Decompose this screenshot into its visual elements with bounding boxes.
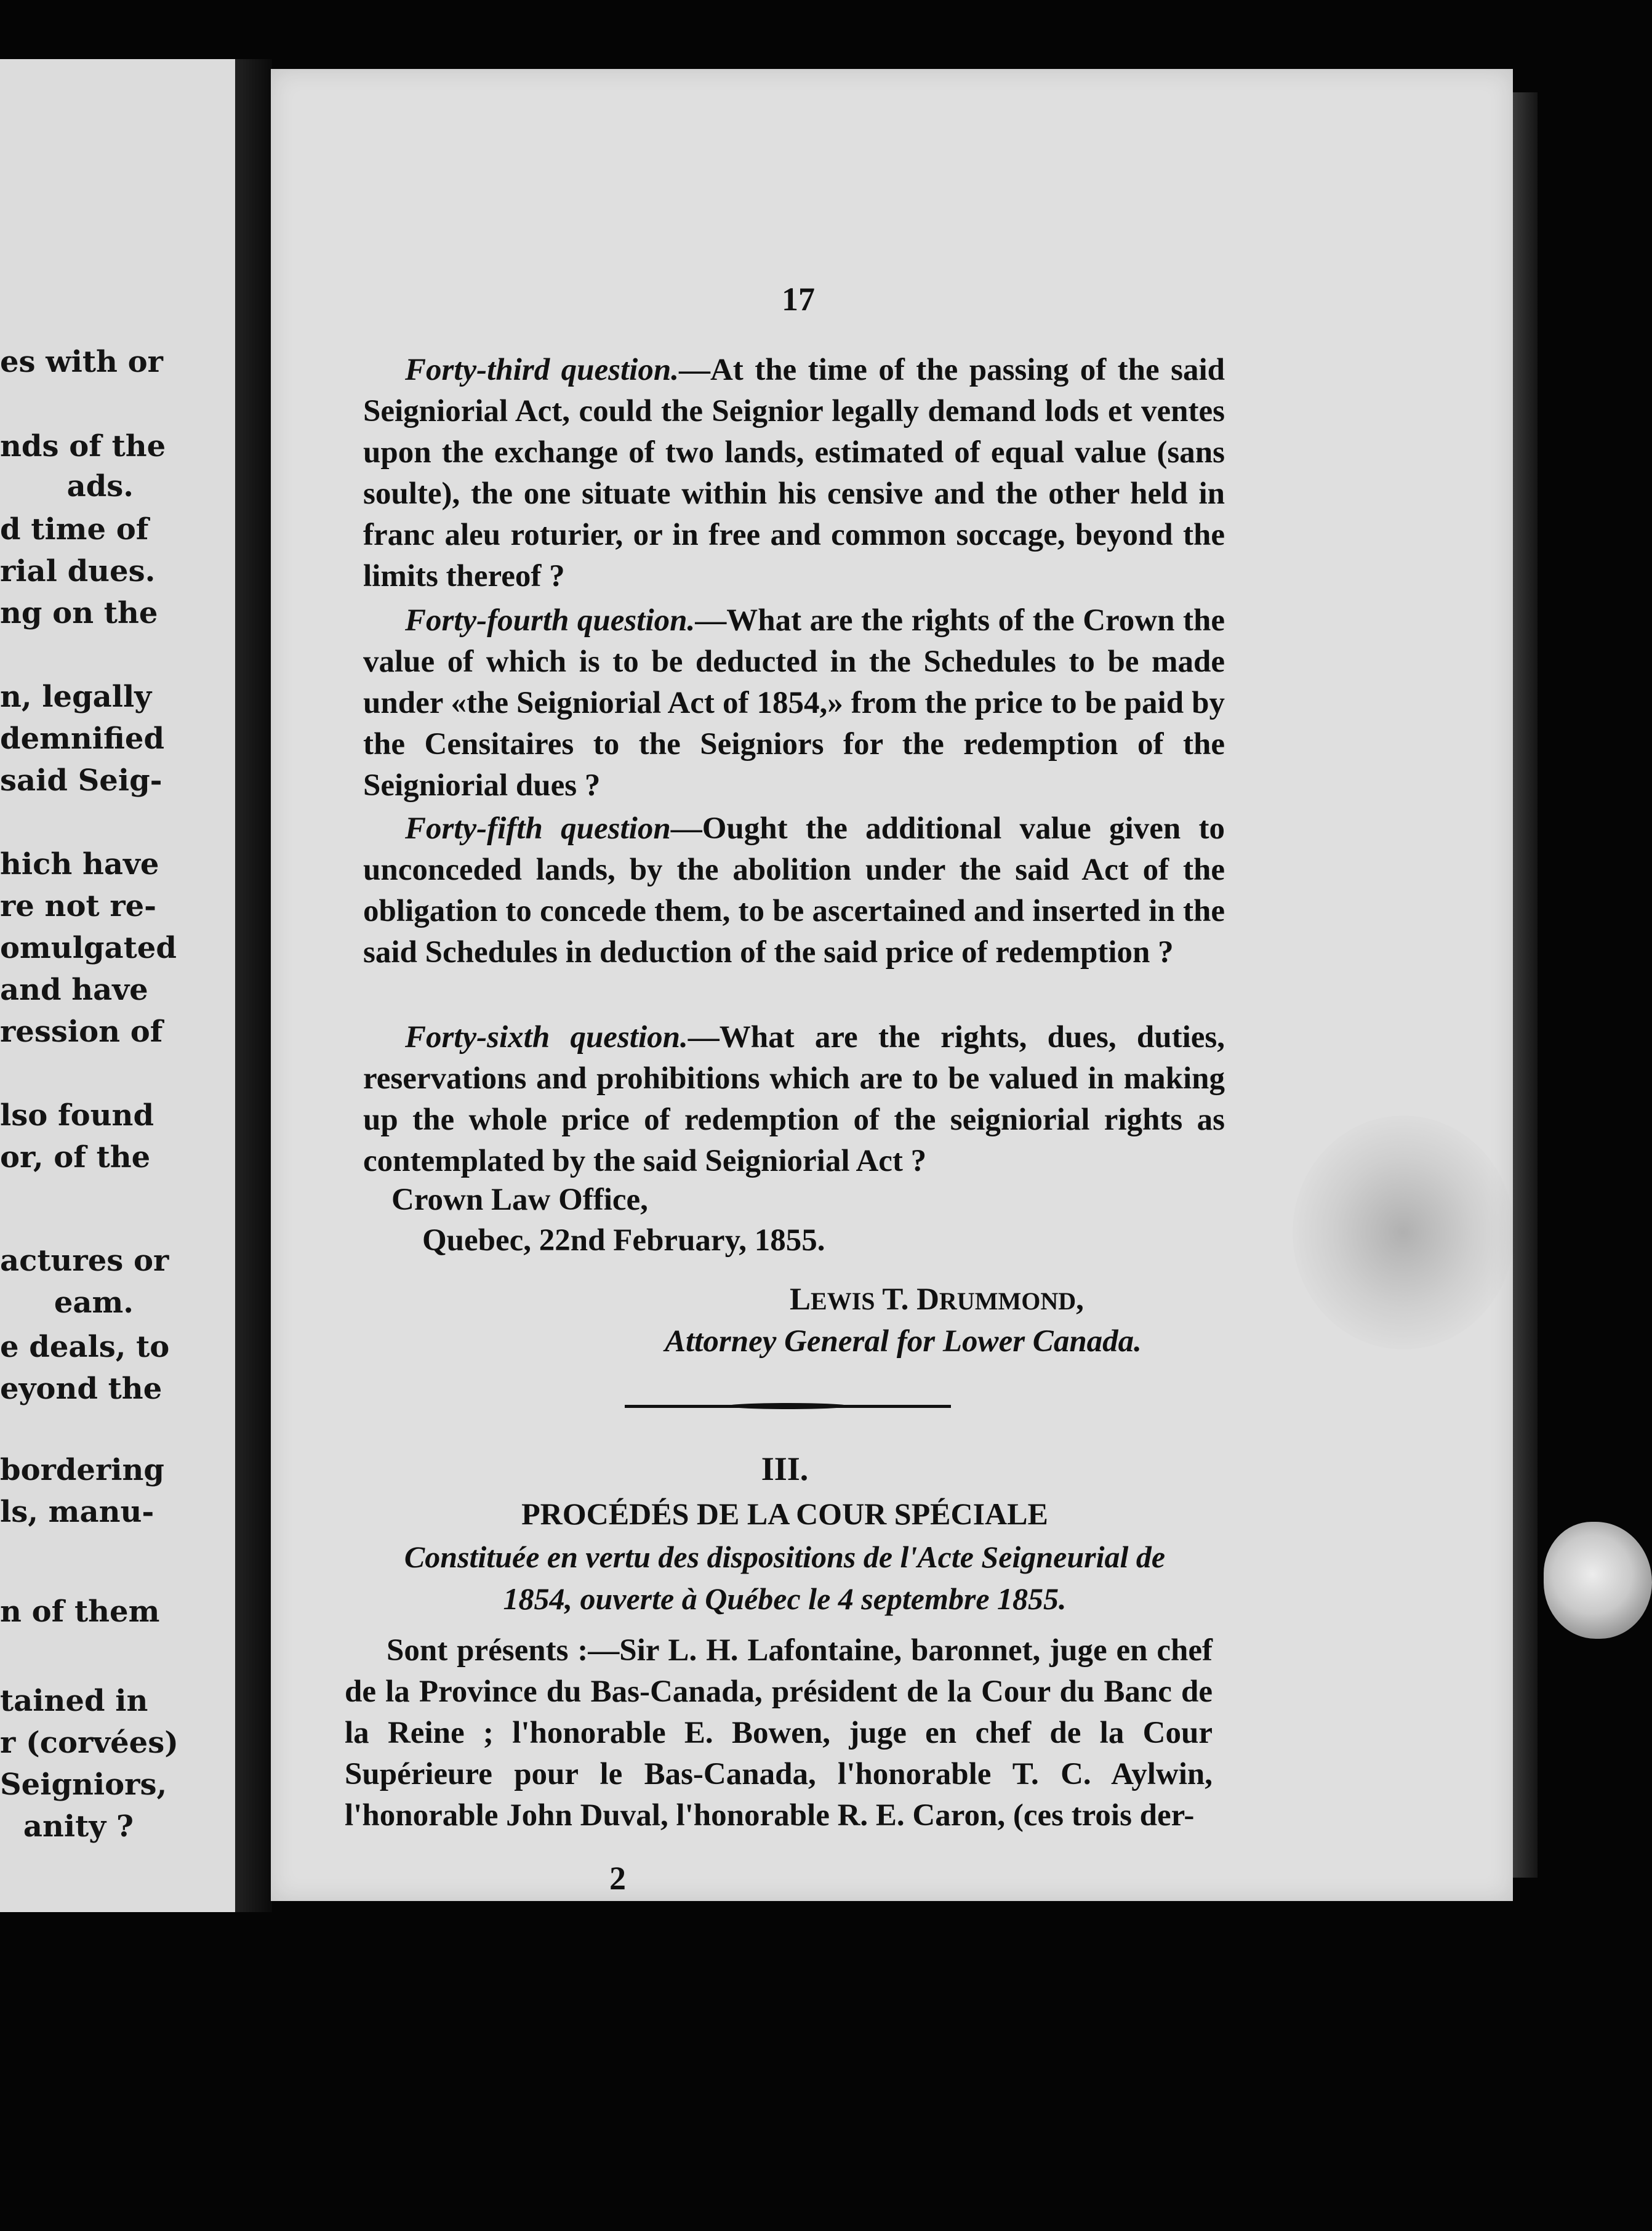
left-page-line: r (corvées) xyxy=(0,1726,178,1760)
left-page-line: re not re- xyxy=(0,889,157,923)
left-page-line: bordering xyxy=(0,1453,164,1487)
book-spine-shadow xyxy=(235,59,272,1912)
signatory-title: Attorney General for Lower Canada. xyxy=(665,1324,1142,1359)
question-label: Forty-sixth question. xyxy=(405,1020,688,1055)
question-paragraph xyxy=(363,1017,1225,1182)
left-page-line: lso found xyxy=(0,1098,154,1133)
section-divider-swell xyxy=(726,1403,849,1409)
signature-mark: 2 xyxy=(609,1860,626,1897)
left-page-line: eam. xyxy=(54,1285,134,1320)
left-page-line: Seigniors, xyxy=(0,1767,167,1802)
question-paragraph xyxy=(363,600,1225,806)
section-heading: PROCÉDÉS DE LA COUR SPÉCIALE xyxy=(521,1497,1048,1531)
left-page-line: ads. xyxy=(66,469,134,504)
question-label: Forty-fourth question. xyxy=(405,603,696,638)
left-page-line: eyond the xyxy=(0,1372,162,1406)
signatory-name: LEWIS T. DRUMMOND, xyxy=(790,1282,1084,1317)
left-page-line: es with or xyxy=(0,345,163,379)
left-page-fragment xyxy=(0,59,235,1912)
left-page-line: actures or xyxy=(0,1244,169,1278)
question-paragraph xyxy=(363,350,1225,597)
left-page-line: d time of xyxy=(0,512,149,547)
page-edge-shadow xyxy=(1513,92,1538,1878)
left-page-line: hich have xyxy=(0,847,159,882)
left-page-line: n, legally xyxy=(0,680,152,714)
question-text: —What are the rights, dues, duties, reservations and prohibitions which are to be valued in making up the whole price of redemption of the seigniorial rights as contemplated by the said Seigniorial Act ? xyxy=(363,1020,1225,1178)
section-subheading-line1: Constituée en vertu des dispositions de l'Acte Seigneurial de xyxy=(404,1540,1166,1574)
section-subheading-line2: 1854, ouverte à Québec le 4 septembre 1855. xyxy=(503,1582,1067,1616)
question-text: —At the time of the passing of the said Seigniorial Act, could the Seignior legally demand lods et ventes upon the exchange of two lands, estimated of equal value (sans soulte), the one situate within his censive and the other held in franc aleu roturier, or in free and common soccage, beyond the limits thereof ? xyxy=(363,353,1225,593)
left-page-line: ng on the xyxy=(0,596,158,630)
left-page-line: omulgated xyxy=(0,931,177,965)
page-number: 17 xyxy=(782,281,815,318)
question-paragraph xyxy=(363,808,1225,973)
paper-damage-blob xyxy=(1544,1522,1652,1639)
office-line: Crown Law Office, xyxy=(391,1183,648,1217)
left-page-line: e deals, to xyxy=(0,1330,170,1364)
left-page-line: rial dues. xyxy=(0,554,156,589)
place-date-line: Quebec, 22nd February, 1855. xyxy=(422,1223,825,1258)
left-page-line: tained in xyxy=(0,1684,148,1718)
left-page-line: ression of xyxy=(0,1015,163,1049)
left-page-line: anity ? xyxy=(23,1809,134,1844)
right-page xyxy=(271,69,1513,1901)
left-page-line: ls, manu- xyxy=(0,1495,154,1529)
question-text: —Ought the additional value given to unconceded lands, by the abolition under the said Act of the obligation to concede them, to be ascertained and inserted in the said Schedules in deduction of the said price of redemption ? xyxy=(363,811,1225,970)
left-page-line: nds of the xyxy=(0,429,166,464)
question-label: Forty-fifth question xyxy=(405,811,671,846)
left-page-line: said Seig- xyxy=(0,763,162,798)
left-page-line: n of them xyxy=(0,1594,160,1629)
section-body: Sont présents :—Sir L. H. Lafontaine, baronnet, juge en chef de la Province du Bas-Canada, président de la Cour du Banc de la Reine ; l'honorable E. Bowen, juge en chef de la Cour Supérieure pour le Bas-Canada, l'honorable T. C. Aylwin, l'honorable John Duval, l'honorable R. E. Caron, (ces trois der- xyxy=(345,1633,1213,1833)
question-text: —What are the rights of the Crown the value of which is to be deducted in the Schedules to be made under «the Seigniorial Act of 1854,» from the price to be paid by the Censitaires to the Seigniors for the redemption of the Seigniorial dues ? xyxy=(363,603,1225,803)
section-numeral: III. xyxy=(761,1450,809,1487)
question-label: Forty-third question. xyxy=(405,353,679,387)
left-page-line: and have xyxy=(0,973,148,1007)
left-page-line: demnified xyxy=(0,722,165,756)
stain xyxy=(1293,1116,1513,1349)
left-page-line: or, of the xyxy=(0,1140,151,1175)
